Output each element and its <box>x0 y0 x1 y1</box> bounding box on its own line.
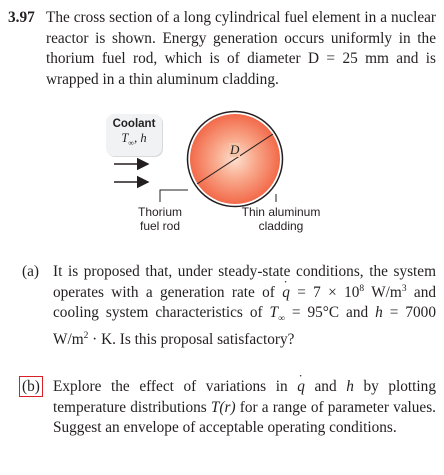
part-a-text: It is proposed that, under steady-state conditions, the system operates with a generation rate of ˙ $q = 7 \times 10^8$ $W/m^3$ and cooling system characteristics of $T_\infty = 95^\circ C$ and h = 7000 $W/m^2 \cdot K$. Is this proposal satisfactory? <box>53 262 436 350</box>
coolant-title: Coolant <box>112 118 156 130</box>
problem-text: The cross section of a long cylindrical fuel element in a nuclear reactor is shown. Energy generation occurs uniformly in the thorium fuel rod, which is of diameter D = 25 mm and is wrapped in a thin aluminum cladding. <box>46 9 436 88</box>
part-a <box>22 262 436 350</box>
fuel-rod-diagram <box>0 106 444 246</box>
thorium-label: Thorium fuel rod <box>137 205 182 233</box>
fuel-element-figure <box>0 106 444 246</box>
problem-number: 3.97 <box>8 9 35 26</box>
cladding-label: Thin aluminum cladding <box>241 205 321 233</box>
part-b <box>22 377 436 439</box>
problem-statement <box>8 8 436 90</box>
thorium-leader <box>160 190 188 202</box>
part-a-label: (a) <box>22 263 39 280</box>
part-b-label: (b) <box>19 376 43 397</box>
diameter-label: D <box>230 142 240 157</box>
coolant-variables: $T_\infty$, h <box>121 131 147 148</box>
part-b-text: Explore the effect of variations in ˙ q and h by plotting temperature distributions T(r) for a range of parameter values. Suggest an envelope of acceptable operating conditions. <box>53 377 436 439</box>
coolant-callout <box>106 114 162 156</box>
